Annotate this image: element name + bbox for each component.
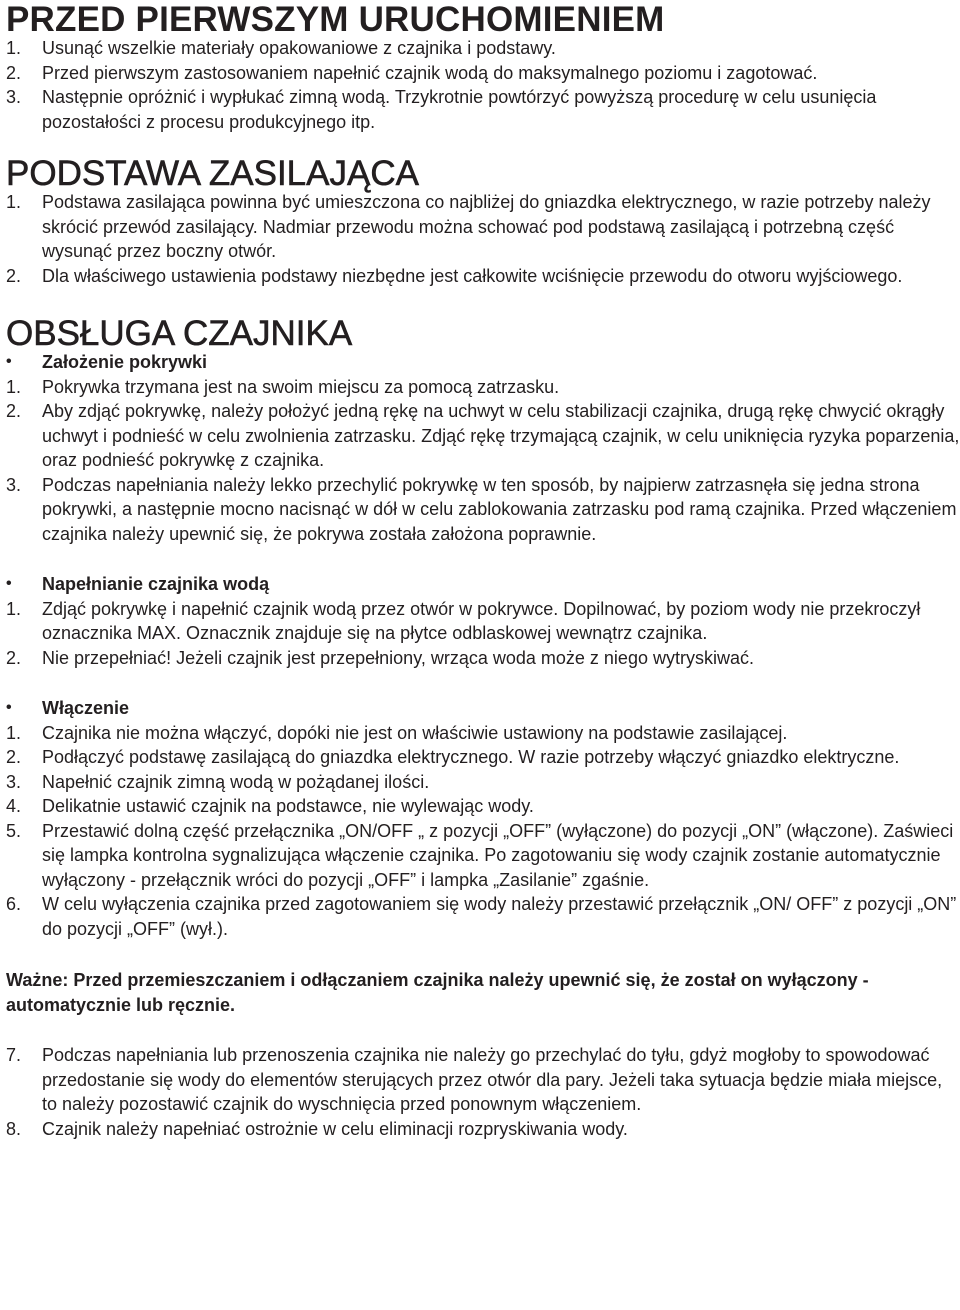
item-number: 3. bbox=[6, 87, 22, 107]
before-first-use-list bbox=[6, 36, 960, 134]
list-item bbox=[6, 794, 960, 819]
list-item bbox=[6, 1117, 960, 1142]
lid-list bbox=[6, 375, 960, 547]
section-title-before-first-use: PRZED PIERWSZYM URUCHOMIENIEM bbox=[6, 0, 665, 39]
section-title-operation: OBSŁUGA CZAJNIKA bbox=[6, 314, 353, 353]
item-text: Delikatnie ustawić czajnik na podstawce, nie wylewając wody. bbox=[42, 796, 534, 816]
list-item bbox=[6, 745, 960, 770]
list-item bbox=[6, 646, 960, 671]
item-text: Przestawić dolną część przełącznika „ON/OFF „ z pozycji „OFF” (wyłączone) do pozycji „ON” (włączone). Zaświeci się lampka kontrolna sygnalizująca włączenie czajnika. Po zagotowaniu się wody czajnik zostanie automatycznie wyłączony - przełącznik wróci do pozycji „OFF” i lampka „Zasilanie” zgaśnie. bbox=[42, 820, 954, 890]
final-list bbox=[6, 1043, 960, 1141]
list-item bbox=[6, 375, 960, 400]
subsection-heading-filling bbox=[6, 572, 960, 597]
item-text: Podczas napełniania należy lekko przechylić pokrywkę w ten sposób, by najpierw zatrzasnęła się jedna strona pokrywki, a następnie mocno nacisnąć w dół w celu zablokowania zatrzasku pod ramą czajnika. Przed włączeniem czajnika należy upewnić się, że pokrywa została założona poprawnie. bbox=[42, 474, 957, 544]
item-number: 1. bbox=[6, 722, 22, 743]
list-item bbox=[6, 892, 960, 941]
subsection-title: Włączenie bbox=[42, 698, 130, 718]
item-text: Aby zdjąć pokrywkę, należy położyć jedną rękę na uchwyt w celu stabilizacji czajnika, drugą rękę chwycić okrągły uchwyt i podnieść w celu zwolnienia zatrzasku. Zdjąć rękę trzymającą czajnik, w celu uniknięcia ryzyka poparzenia, oraz podnieść pokrywkę z czajnika. bbox=[42, 401, 960, 470]
item-number: 1. bbox=[6, 38, 22, 58]
item-number: 8. bbox=[6, 1118, 22, 1139]
item-number: 2. bbox=[6, 401, 22, 421]
item-number: 1. bbox=[6, 376, 22, 397]
bullet-icon: • bbox=[6, 353, 12, 370]
item-number: 2. bbox=[6, 647, 22, 668]
item-text: Napełnić czajnik zimną wodą w pożądanej ilości. bbox=[42, 771, 430, 792]
important-note: Ważne: Przed przemieszczaniem i odłączaniem czajnika należy upewnić się, że został on wyłączony - automatycznie lub ręcznie. bbox=[6, 970, 869, 1015]
item-text: Dla właściwego ustawienia podstawy niezbędne jest całkowite wciśnięcie przewodu do otworu wyjściowego. bbox=[42, 265, 903, 286]
item-number: 6. bbox=[6, 894, 22, 914]
item-text: Nie przepełniać! Jeżeli czajnik jest przepełniony, wrząca woda może z niego wytryskiwać. bbox=[42, 647, 754, 668]
subsection-title: Napełnianie czajnika wodą bbox=[42, 574, 270, 594]
item-text: Czajnik należy napełniać ostrożnie w celu eliminacji rozpryskiwania wody. bbox=[42, 1118, 628, 1139]
list-item bbox=[6, 61, 960, 86]
section-title-power-base: PODSTAWA ZASILAJĄCA bbox=[6, 154, 419, 193]
item-number: 7. bbox=[6, 1045, 22, 1065]
list-item bbox=[6, 721, 960, 746]
item-number: 4. bbox=[6, 796, 22, 816]
item-text: Pokrywka trzymana jest na swoim miejscu za pomocą zatrzasku. bbox=[42, 376, 560, 397]
item-number: 2. bbox=[6, 62, 22, 83]
list-item bbox=[6, 819, 960, 893]
bullet-icon: • bbox=[6, 575, 12, 592]
list-item bbox=[6, 190, 960, 264]
power-base-list bbox=[6, 190, 960, 288]
bullet-icon: • bbox=[6, 699, 12, 716]
manual-page bbox=[6, 0, 960, 1141]
list-item bbox=[6, 1043, 960, 1117]
list-item bbox=[6, 264, 960, 289]
item-number: 5. bbox=[6, 820, 22, 841]
item-text: Przed pierwszym zastosowaniem napełnić czajnik wodą do maksymalnego poziomu i zagotować. bbox=[42, 62, 818, 83]
item-number: 1. bbox=[6, 598, 22, 619]
item-number: 1. bbox=[6, 192, 22, 212]
list-item bbox=[6, 85, 960, 134]
item-text: Podstawa zasilająca powinna być umieszczona co najbliżej do gniazdka elektrycznego, w razie potrzeby należy skrócić przewód zasilający. Nadmiar przewodu można schować pod podstawą zasilającą i potrzebną część wysunąć przez boczny otwór. bbox=[42, 192, 931, 261]
list-item bbox=[6, 399, 960, 473]
subsection-title: Założenie pokrywki bbox=[42, 352, 208, 372]
item-number: 2. bbox=[6, 265, 22, 286]
list-item bbox=[6, 597, 960, 646]
item-text: Podczas napełniania lub przenoszenia czajnika nie należy go przechylać do tyłu, gdyż mogłoby to spowodować przedostanie się wody do elementów sterujących przez otwór dla pary. Jeżeli taka sytuacja będzie miała miejsce, to należy pozostawić czajnik do wyschnięcia przed ponownym włączeniem. bbox=[42, 1045, 943, 1114]
item-text: Czajnika nie można włączyć, dopóki nie jest on właściwie ustawiony na podstawie zasilającej. bbox=[42, 722, 788, 743]
list-item bbox=[6, 770, 960, 795]
item-text: Podłączyć podstawę zasilającą do gniazdka elektrycznego. W razie potrzeby włączyć gniazdko elektryczne. bbox=[42, 747, 900, 767]
item-text: Następnie opróżnić i wypłukać zimną wodą. Trzykrotnie powtórzyć powyższą procedurę w celu usunięcia pozostałości z procesu produkcyjnego itp. bbox=[42, 87, 877, 132]
item-number: 3. bbox=[6, 474, 22, 495]
list-item bbox=[6, 473, 960, 547]
filling-list bbox=[6, 597, 960, 671]
item-text: Zdjąć pokrywkę i napełnić czajnik wodą przez otwór w pokrywce. Dopilnować, by poziom wody nie przekroczył oznacznika MAX. Oznacznik znajduje się na płytce odblaskowej wewnątrz czajnika. bbox=[42, 598, 921, 643]
item-text: W celu wyłączenia czajnika przed zagotowaniem się wody należy przestawić przełącznik „ON/ OFF” z pozycji „ON” do pozycji „OFF” (wył.). bbox=[42, 894, 957, 939]
subsection-heading-lid bbox=[6, 350, 960, 375]
item-number: 2. bbox=[6, 747, 22, 767]
switching-on-list bbox=[6, 721, 960, 942]
item-text: Usunąć wszelkie materiały opakowaniowe z czajnika i podstawy. bbox=[42, 38, 556, 58]
item-number: 3. bbox=[6, 771, 22, 792]
list-item bbox=[6, 36, 960, 61]
subsection-heading-switching-on bbox=[6, 696, 960, 721]
